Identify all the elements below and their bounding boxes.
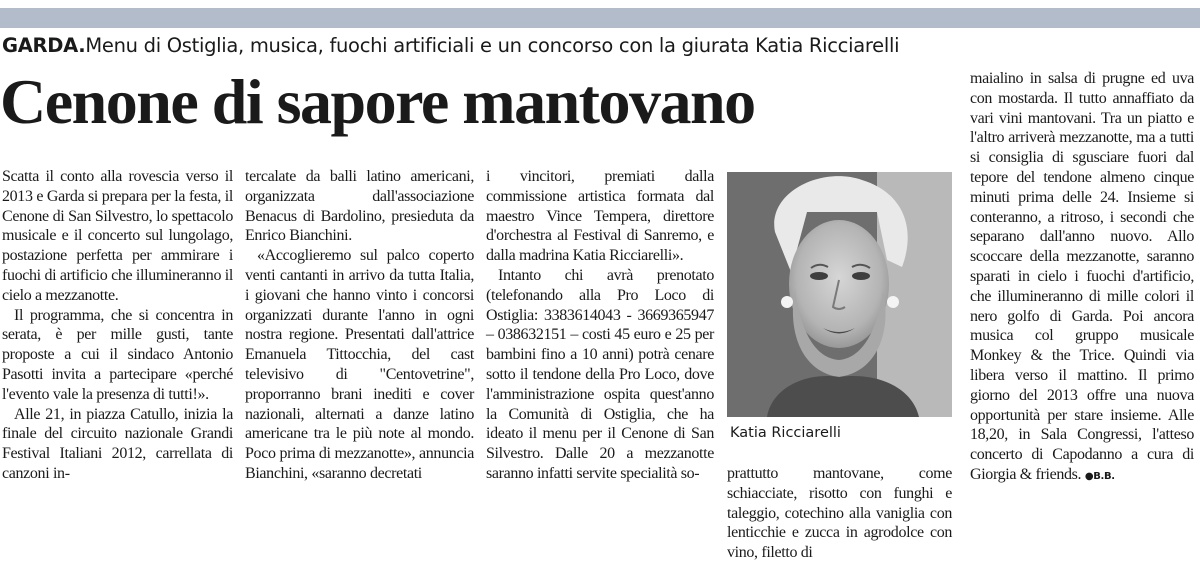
article-kicker (2, 33, 899, 59)
text-column-2 (245, 167, 474, 484)
paragraph-text: maialino in salsa di prugne ed uva con mostarda. Il tutto annaffiato da vari vini mantovani. Tra un piatto e l'altro arriverà mezzanotte, ma a tutti si consiglia di sgusciare fuori dal tepore del tendone almeno cinque minuti prima delle 24. Insieme si conteranno, a ritroso, i secondi che separano dall'anno nuovo. Allo scoccare della mezzanotte, saranno sparati in cielo i fuochi d'artificio, che illumineranno di mille colori il nero golfo di Garda. Poi ancora musica col gruppo musicale Monkey & the Trice. Quindi via libera verso il mattino. Il primo giorno del 2013 offre una nuova opportunità per stare insieme. Alle 18,20, in Sala Congressi, l'atteso concerto di Capodanno a cura di Giorgia & friends. (970, 70, 1194, 483)
paragraph: i vincitori, premiati dalla commissione artistica formata dal maestro Vince Tempera, direttore d'orchestra al Festival di Sanremo, e dalla madrina Katia Ricciarelli». (486, 168, 714, 265)
article-headline: Cenone di sapore mantovano (0, 66, 755, 137)
paragraph: Intanto chi avrà prenotato (telefonando alla Pro Loco di Ostiglia: 3383614043 - 3669365947 – 038632151 – costi 45 euro e 25 per bambini fino a 10 anni) potrà cenare sotto il tendone della Pro Loco, dove l'amministrazione ospita quest'anno la Comunità di Ostiglia, che ha ideato il menu per il Cenone di San Silvestro. Dalle 20 a mezzanotte saranno infatti servite specialità so- (486, 266, 714, 482)
section-header-bar (0, 8, 1200, 28)
signature-dot-icon: ● (1084, 470, 1094, 482)
paragraph: Scatta il conto alla rovescia verso il 2013 e Garda si prepara per la festa, il Cenone di San Silvestro, lo spettacolo musicale e il concerto sul lungolago, postazione perfetta per ammirare i fuochi di artificio che illumineranno il cielo a mezzanotte. (2, 168, 233, 304)
text-column-5 (970, 69, 1194, 487)
portrait-image (727, 172, 952, 417)
text-column-4 (727, 464, 952, 563)
text-column-3 (486, 167, 714, 484)
paragraph: «Accoglieremo sul palco coperto venti cantanti in arrivo da tutta Italia, i giovani che hanno vinto i concorsi organizzati durante l'anno in ogni nostra regione. Presentati dall'attrice Emanuela Tittocchia, del cast televisivo di "Centovetrine", proporranno brani inediti e cover nazionali, alternati a danze latino americane tra le più note al mondo. Poco prima di mezzanotte», annuncia Bianchini, «saranno decretati (245, 247, 474, 482)
kicker-text: Menu di Ostiglia, musica, fuochi artificiali e un concorso con la giurata Katia Ricciarelli (85, 34, 900, 57)
author-signature: B.B. (1093, 470, 1115, 482)
paragraph: Il programma, che si concentra in serata, è per mille gusti, tante proposte a cui il sindaco Antonio Pasotti invita a partecipare «perché l'evento vale la presenza di tutti!». (2, 306, 233, 403)
photo-caption: Katia Ricciarelli (730, 425, 841, 441)
text-column-1 (2, 167, 233, 484)
paragraph: Alle 21, in piazza Catullo, inizia la finale del circuito nazionale Grandi Festival Italiani 2012, carrellata di canzoni in- (2, 405, 233, 482)
paragraph (970, 69, 1194, 487)
paragraph: prattutto mantovane, come schiacciate, risotto con funghi e taleggio, cotechino alla vaniglia con lenticchie e zucca in agrodolce con vino, filetto di (727, 465, 952, 562)
paragraph: tercalate da balli latino americani, organizzata dall'associazione Benacus di Bardolino, presieduta da Enrico Bianchini. (245, 168, 474, 245)
kicker-keyword: GARDA. (2, 34, 86, 57)
portrait-photo (727, 172, 952, 417)
